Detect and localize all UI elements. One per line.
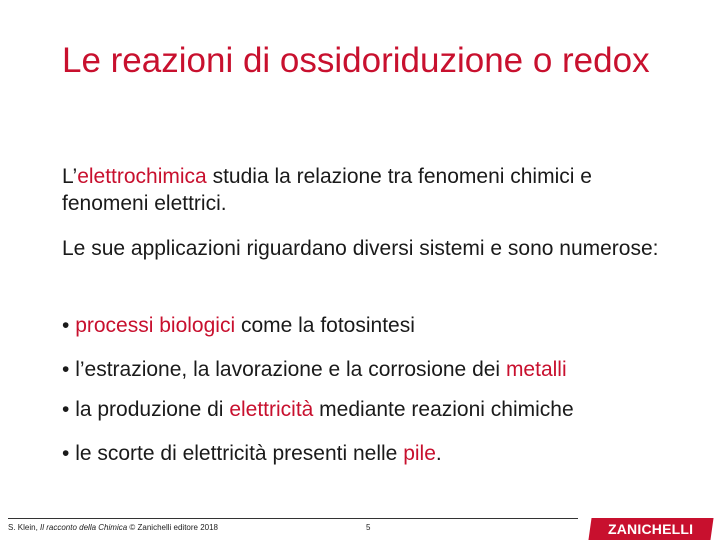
bullet-item (62, 396, 574, 423)
bullet-highlight: elettricità (229, 398, 314, 421)
bullet-text: le scorte di elettricità presenti nelle (69, 442, 404, 465)
bullet-text: la produzione di (69, 398, 230, 421)
footer-credit (8, 523, 218, 532)
intro-highlight: elettrochimica (77, 165, 207, 188)
bullet-marker: • (62, 314, 70, 337)
bullet-text-after: mediante reazioni chimiche (313, 398, 574, 421)
page-number: 5 (366, 523, 371, 532)
bullet-text: l’estrazione, la lavorazione e la corrosione dei (69, 358, 506, 381)
bullet-item (62, 356, 567, 383)
zanichelli-logo (588, 518, 713, 540)
bullet-item (62, 312, 415, 339)
credit-author: S. Klein, (8, 523, 41, 532)
applications-paragraph: Le sue applicazioni riguardano diversi sistemi e sono numerose: (62, 237, 659, 260)
footer-divider (8, 518, 578, 519)
logo-text: ZANICHELLI (608, 521, 694, 537)
bullet-text-after: come la fotosintesi (235, 314, 415, 337)
bullet-item (62, 440, 442, 467)
slide-body (62, 163, 682, 465)
bullet-highlight: processi biologici (75, 314, 236, 337)
intro-rest: studia la relazione tra fenomeni chimici e fenomeni elettrici. (62, 165, 592, 215)
intro-paragraph (62, 163, 682, 217)
bullet-marker: • (62, 398, 70, 421)
bullet-marker: • (62, 358, 70, 381)
bullet-highlight: metalli (505, 358, 567, 381)
bullet-text-after: . (435, 442, 442, 465)
bullet-highlight: pile (403, 442, 436, 465)
intro-prefix: L’ (62, 165, 78, 188)
credit-book: Il racconto della Chimica (40, 523, 128, 532)
bullet-marker: • (62, 442, 70, 465)
slide-title: Le reazioni di ossidoriduzione o redox (62, 41, 650, 80)
credit-rest: © Zanichelli editore 2018 (127, 523, 219, 532)
